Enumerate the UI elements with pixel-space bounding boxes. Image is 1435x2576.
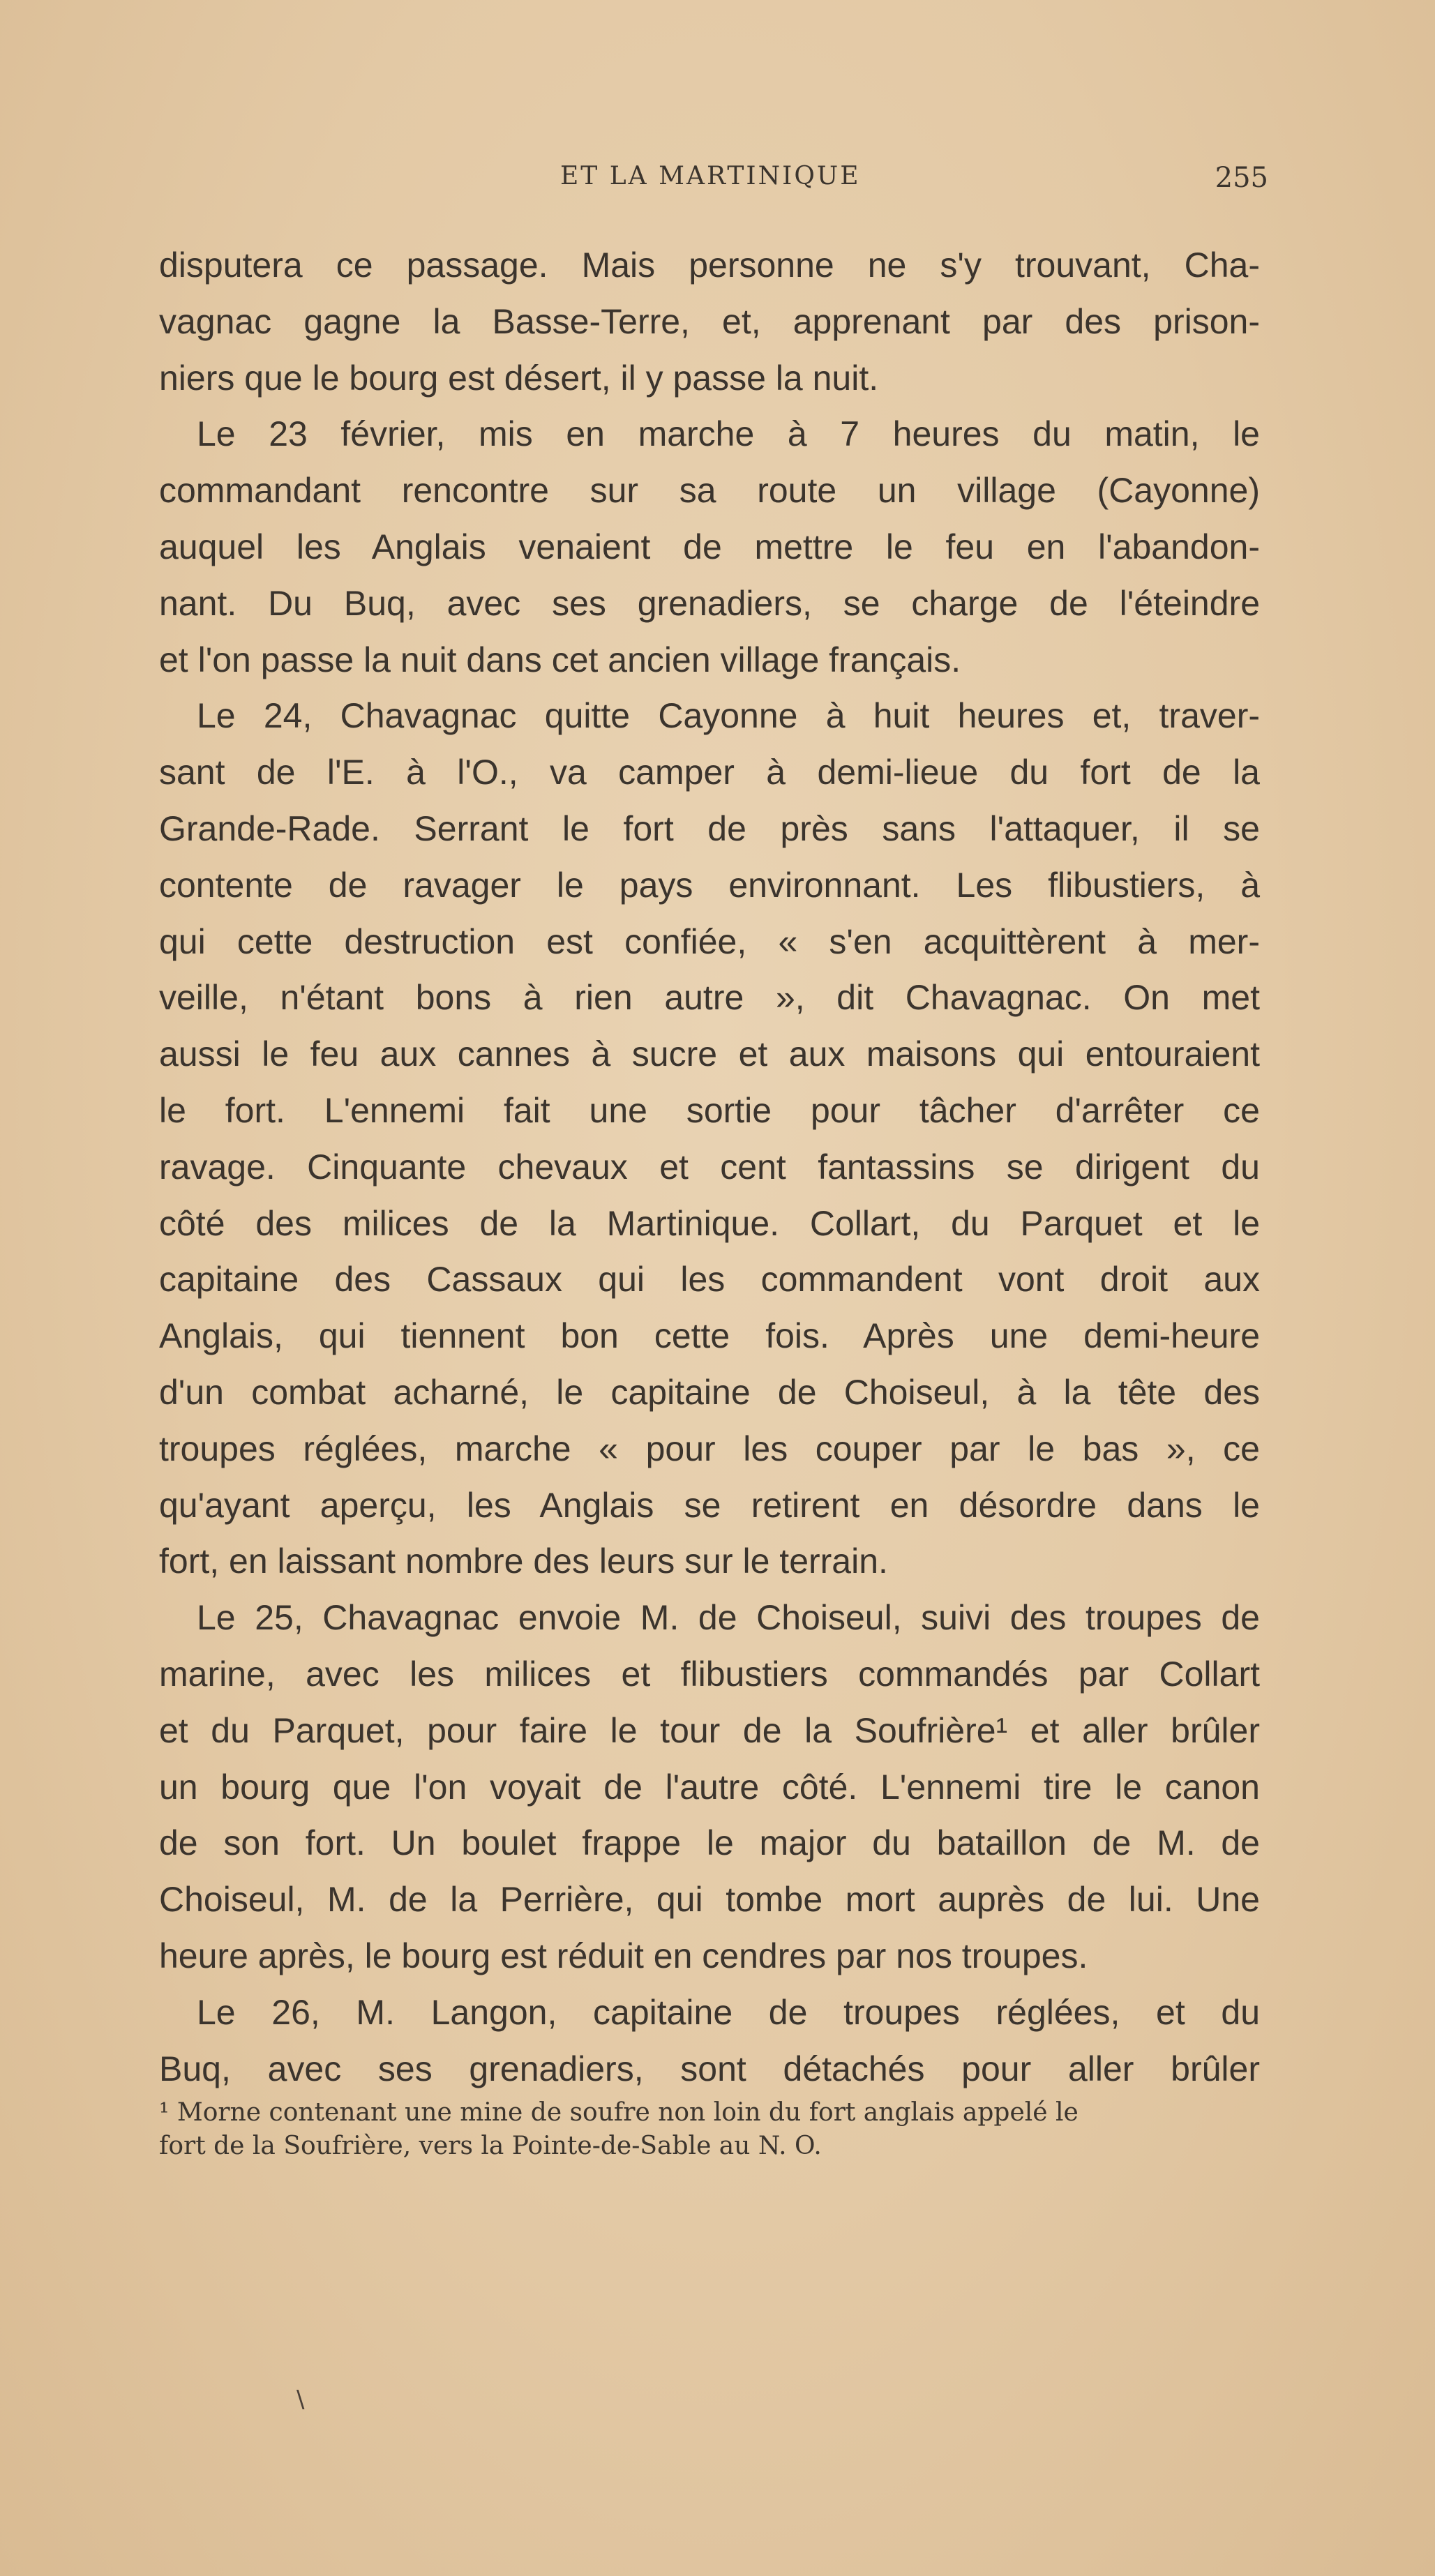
text-line: le fort. L'ennemi fait une sortie pour tâcher d'arrêter ce [159, 1090, 1260, 1130]
text-line: Choiseul, M. de la Perrière, qui tombe mort auprès de lui. Une [159, 1880, 1260, 1920]
text-line: contente de ravager le pays environnant. Les flibustiers, à [159, 865, 1260, 905]
text-line: et du Parquet, pour faire le tour de la Soufrière¹ et aller brûler [159, 1710, 1260, 1750]
body-text [159, 237, 1260, 2097]
text-line: un bourg que l'on voyait de l'autre côté. L'ennemi tire le canon [159, 1767, 1260, 1807]
page-number: 255 [1215, 162, 1268, 194]
text-line: de son fort. Un boulet frappe le major du bataillon de M. de [159, 1823, 1260, 1863]
text-line: fort, en laissant nombre des leurs sur le terrain. [159, 1542, 888, 1581]
text-line: sant de l'E. à l'O., va camper à demi-lieue du fort de la [159, 753, 1260, 792]
footnote-line: fort de la Soufrière, vers la Pointe-de-Sable au N. O. [159, 2132, 822, 2160]
text-line: nant. Du Buq, avec ses grenadiers, se charge de l'éteindre [159, 583, 1260, 623]
page-header [159, 162, 1268, 204]
text-line: commandant rencontre sur sa route un village (Cayonne) [159, 471, 1260, 511]
text-line: d'un combat acharné, le capitaine de Choiseul, à la tête des [159, 1372, 1260, 1412]
text-line: côté des milices de la Martinique. Collart, du Parquet et le [159, 1203, 1260, 1243]
text-line: Le 24, Chavagnac quitte Cayonne à huit heures et, traver- [197, 696, 1260, 736]
text-line: ravage. Cinquante chevaux et cent fantassins se dirigent du [159, 1147, 1260, 1187]
text-line: troupes réglées, marche « pour les couper par le bas », ce [159, 1429, 1260, 1468]
text-line: vagnac gagne la Basse-Terre, et, apprenant par des prison- [159, 301, 1260, 341]
text-line: Le 23 février, mis en marche à 7 heures du matin, le [197, 414, 1260, 454]
text-line: qui cette destruction est confiée, « s'en acquittèrent à mer- [159, 921, 1260, 961]
footnote-line: ¹ Morne contenant une mine de soufre non loin du fort anglais appelé le [159, 2098, 1079, 2127]
text-line: marine, avec les milices et flibustiers commandés par Collart [159, 1654, 1260, 1694]
text-line: niers que le bourg est désert, il y passe la nuit. [159, 358, 879, 398]
footnote [159, 2096, 1261, 2163]
text-line: Anglais, qui tiennent bon cette fois. Après une demi-heure [159, 1316, 1260, 1356]
text-line: qu'ayant aperçu, les Anglais se retirent en désordre dans le [159, 1485, 1260, 1525]
text-line: et l'on passe la nuit dans cet ancien village français. [159, 640, 961, 679]
text-line: veille, n'étant bons à rien autre », dit Chavagnac. On met [159, 978, 1260, 1018]
text-line: Le 26, M. Langon, capitaine de troupes réglées, et du [197, 1992, 1260, 2032]
text-line: Le 25, Chavagnac envoie M. de Choiseul, suivi des troupes de [197, 1598, 1260, 1638]
text-line: Buq, avec ses grenadiers, sont détachés pour aller brûler [159, 2049, 1260, 2088]
text-line: auquel les Anglais venaient de mettre le feu en l'abandon- [159, 527, 1260, 566]
text-line: aussi le feu aux cannes à sucre et aux maisons qui entouraient [159, 1034, 1260, 1074]
running-title: ET LA MARTINIQUE [560, 162, 861, 190]
text-line: capitaine des Cassaux qui les commandent vont droit aux [159, 1260, 1260, 1300]
stray-mark: \ [296, 2386, 305, 2413]
text-line: Grande-Rade. Serrant le fort de près sans l'attaquer, il se [159, 808, 1260, 848]
text-line: heure après, le bourg est réduit en cendres par nos troupes. [159, 1936, 1088, 1975]
text-line: disputera ce passage. Mais personne ne s'y trouvant, Cha- [159, 246, 1260, 285]
